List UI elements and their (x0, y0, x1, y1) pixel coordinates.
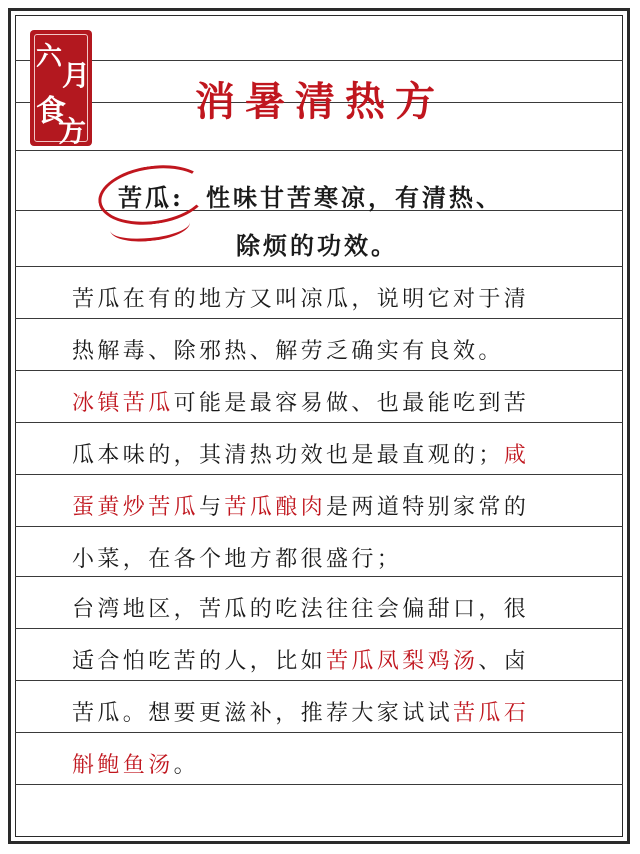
body-line (72, 592, 529, 623)
ruled-line (15, 784, 623, 785)
highlight-text: 苦瓜石 (453, 701, 530, 726)
body-text-segment: 、卤 (478, 649, 530, 674)
body-line (72, 282, 529, 313)
body-text-segment: 热解毒、除邪热、解劳乏确实有良效。 (72, 339, 504, 364)
stamp-char: 六 (36, 42, 63, 72)
body-line (72, 748, 199, 779)
ruled-line (15, 526, 623, 527)
ruled-line (15, 60, 623, 61)
body-line (72, 386, 529, 417)
body-line (72, 334, 504, 365)
highlight-text: 斛鲍鱼汤 (72, 753, 174, 778)
ruled-line (15, 422, 623, 423)
body-text-segment: 苦瓜在有的地方又叫凉瓜，说明它对于清 (72, 287, 530, 312)
body-text-segment: 可能是最容易做、也最能吃到苦 (173, 391, 530, 416)
body-text-segment: 台湾地区，苦瓜的吃法往往会偏甜口，很 (72, 597, 530, 622)
body-text-segment: 苦瓜。想要更滋补，推荐大家试试 (72, 701, 454, 726)
intro-line-2: 除烦的功效。 (236, 231, 398, 260)
body-text-segment: 是两道特别家常的 (326, 495, 530, 520)
ruled-line (15, 474, 623, 475)
ruled-line (15, 628, 623, 629)
ruled-line (15, 266, 623, 267)
body-text-segment: 与 (199, 495, 225, 520)
ruled-line (15, 680, 623, 681)
ruled-line (15, 732, 623, 733)
ruled-line (15, 150, 623, 151)
body-text-segment: 小菜，在各个地方都很盛行； (72, 547, 403, 572)
highlight-text: 苦瓜酿肉 (224, 495, 327, 520)
stamp-char: 月 (62, 59, 91, 92)
stamp-char: 食 (36, 94, 66, 129)
highlight-text: 冰镇苦瓜 (72, 391, 174, 416)
term-label: 苦瓜: (118, 183, 184, 212)
ruled-line (15, 318, 623, 319)
highlight-text: 蛋黄炒苦瓜 (72, 495, 200, 520)
highlight-text: 咸 (503, 443, 530, 468)
body-text-segment: 适合怕吃苦的人，比如 (72, 649, 327, 674)
body-line (72, 438, 529, 469)
intro-line-1: 性味甘苦寒凉，有清热、 (206, 183, 503, 212)
body-line (72, 542, 402, 573)
ruled-line (15, 370, 623, 371)
body-text-segment: 瓜本味的，其清热功效也是最直观的； (72, 443, 504, 468)
body-line (72, 696, 529, 727)
body-line (72, 644, 529, 675)
body-text-segment: 。 (173, 753, 200, 778)
highlight-text: 苦瓜凤梨鸡汤 (326, 649, 479, 674)
ruled-line (15, 576, 623, 577)
stamp-char: 方 (58, 115, 87, 148)
body-line (72, 490, 529, 521)
page-title: 消暑清热方 (195, 78, 445, 125)
